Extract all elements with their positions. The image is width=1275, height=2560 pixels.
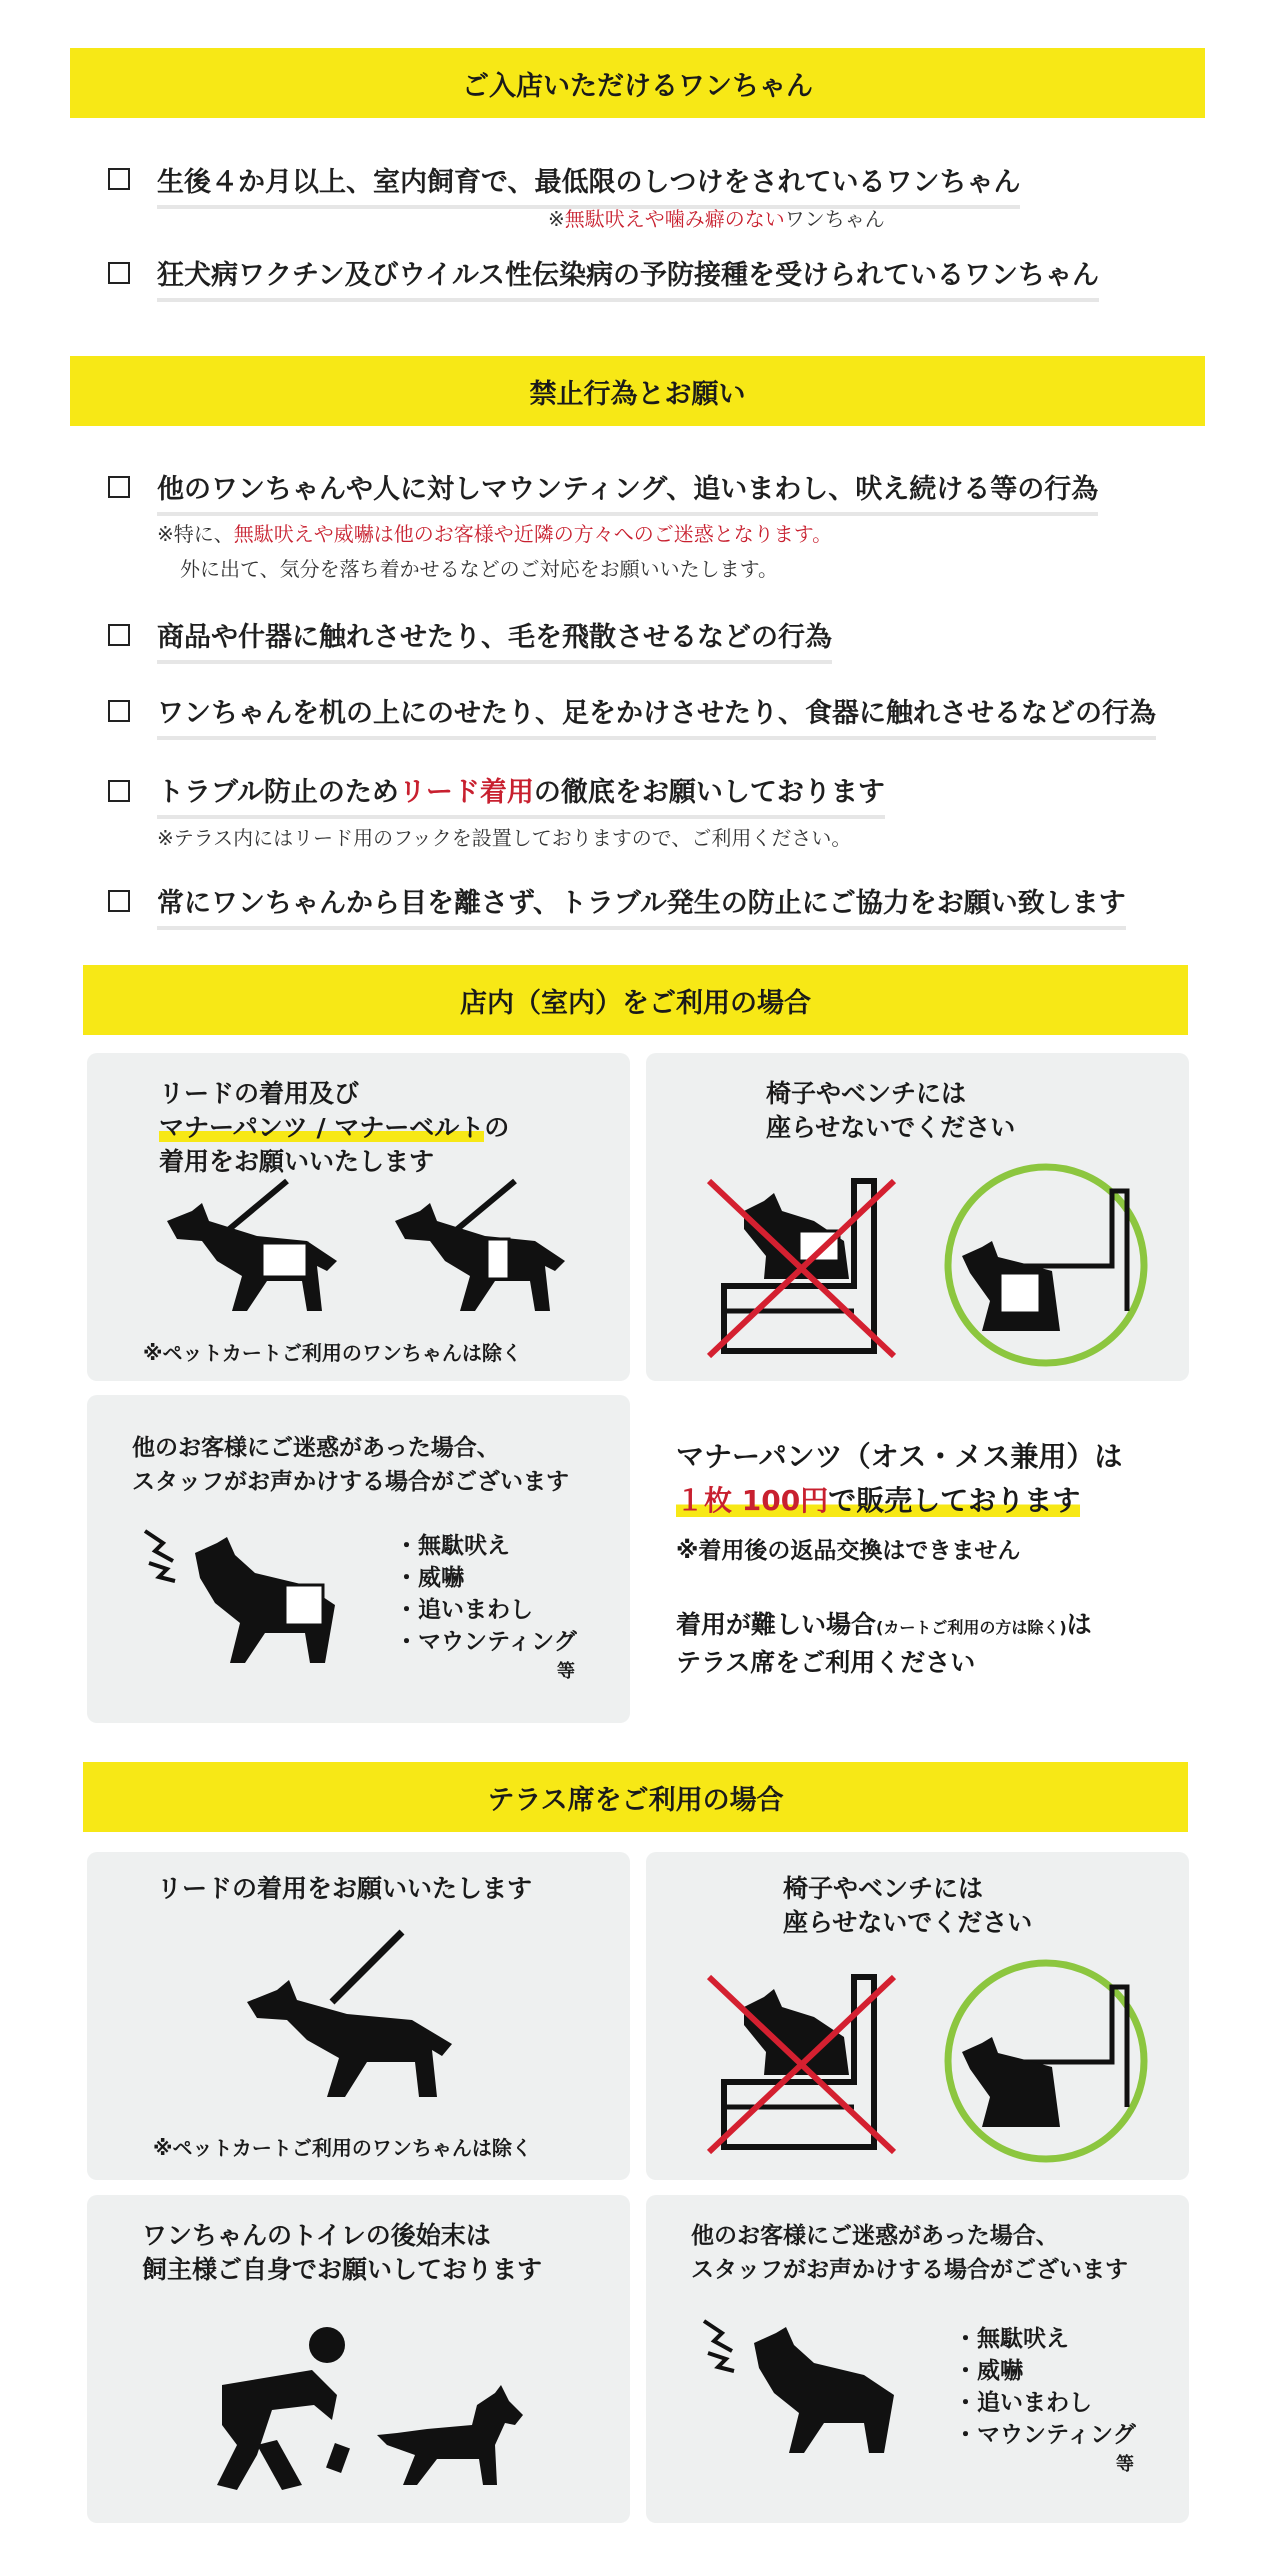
checkbox-icon [108,168,130,190]
checkbox-icon [108,476,130,498]
checkbox-icon [108,700,130,722]
dog-on-bench-prohibited-icon [704,1171,904,1361]
section2-title: 禁止行為とお願い [529,378,746,410]
rule-item: 他のワンちゃんや人に対しマウンティング、追いまわし、吠え続ける等の行為 [157,467,1098,516]
info-price-line: １枚 100円で販売しております [676,1484,1081,1517]
rule-item: 常にワンちゃんから目を離さず、トラブル発生の防止にご協力をお願い致します [157,881,1126,930]
barking-dog-icon [704,2313,914,2463]
dog-leash-pants-icon [147,1181,347,1321]
card-note: ※ペットカートご利用のワンちゃんは除く [143,1341,522,1365]
barking-dog-icon [145,1523,355,1673]
card-text: 椅子やベンチには 座らせないでください [783,1874,1033,1937]
card-text: ワンちゃんのトイレの後始末は 飼主様ご自身でお願いしております [142,2221,543,2284]
section1-header [70,48,1205,118]
card-text: 椅子やベンチには 座らせないでください [766,1079,1016,1142]
checkbox-icon [108,890,130,912]
rule-note: ※無駄吠えや噛み癖のないワンちゃん [548,207,885,231]
behavior-list-etc: 等 [1116,2454,1134,2475]
rule-item: トラブル防止のためリード着用の徹底をお願いしております [157,770,885,819]
manner-pants-info [676,1440,1196,1700]
card-note: ※ペットカートご利用のワンちゃんは除く [153,2136,532,2160]
section3-header [83,965,1188,1035]
info-card-no-chairs [646,1053,1189,1381]
rule-note: 外に出て、気分を落ち着かせるなどのご対応をお願いいたします。 [180,557,778,581]
info-line: マナーパンツ（オス・メス兼用）は [676,1440,1123,1473]
section1-title: ご入店いただけるワンちゃん [462,70,813,102]
info-card-staff-warning [646,2195,1189,2523]
checkbox-icon [108,624,130,646]
behavior-list: ・無駄吠え ・威嚇 ・追いまわし ・マウンティング [395,1533,577,1655]
card-text: リードの着用をお願いいたします [157,1874,533,1903]
info-note: ※着用後の返品交換はできません [676,1538,1021,1564]
behavior-list: ・無駄吠え ・威嚇 ・追いまわし ・マウンティング [954,2326,1136,2448]
section2-header [70,356,1205,426]
rule-note: ※テラス内にはリード用のフックを設置しておりますので、ご利用ください。 [157,826,852,850]
info-line: 着用が難しい場合(カートご利用の方は除く)は [676,1610,1092,1639]
dog-small-icon [377,2385,527,2495]
info-card-leash-pants [87,1053,630,1381]
rule-item: ワンちゃんを机の上にのせたり、足をかけさせたり、食器に触れさせるなどの行為 [157,691,1156,740]
rule-item: 商品や什器に触れさせたり、毛を飛散させるなどの行為 [157,615,832,664]
rule-item: 生後４か月以上、室内飼育で、最低限のしつけをされているワンちゃん [157,160,1020,209]
info-card-staff-warning [87,1395,630,1723]
rule-note: ※特に、無駄吠えや威嚇は他のお客様や近隣の方々へのご迷惑となります。 [157,522,833,546]
section4-header [83,1762,1188,1832]
section3-title: 店内（室内）をご利用の場合 [460,987,811,1019]
rule-item: 狂犬病ワクチン及びウイルス性伝染病の予防接種を受けられているワンちゃん [157,253,1099,302]
person-cleaning-up-icon [202,2325,372,2495]
info-card-no-chairs [646,1852,1189,2180]
dog-sitting-ok-icon [942,1957,1152,2167]
dog-on-bench-prohibited-icon [704,1967,904,2157]
card-text: 他のお客様にご迷惑があった場合、 スタッフがお声かけする場合がございます [691,2223,1128,2283]
card-text: 他のお客様にご迷惑があった場合、 スタッフがお声かけする場合がございます [132,1435,569,1495]
checkbox-icon [108,780,130,802]
info-card-toilet-cleanup [87,2195,630,2523]
checkbox-icon [108,262,130,284]
card-text: リードの着用及び マナーパンツ / マナーベルトの 着用をお願いいたします [159,1079,510,1176]
info-card-leash [87,1852,630,2180]
dog-on-leash-icon [237,1932,467,2102]
dog-leash-belt-icon [375,1181,575,1321]
info-line: テラス席をご利用ください [676,1648,976,1677]
section4-title: テラス席をご利用の場合 [487,1784,784,1816]
dog-sitting-ok-icon [942,1161,1152,1371]
behavior-list-etc: 等 [557,1661,575,1682]
